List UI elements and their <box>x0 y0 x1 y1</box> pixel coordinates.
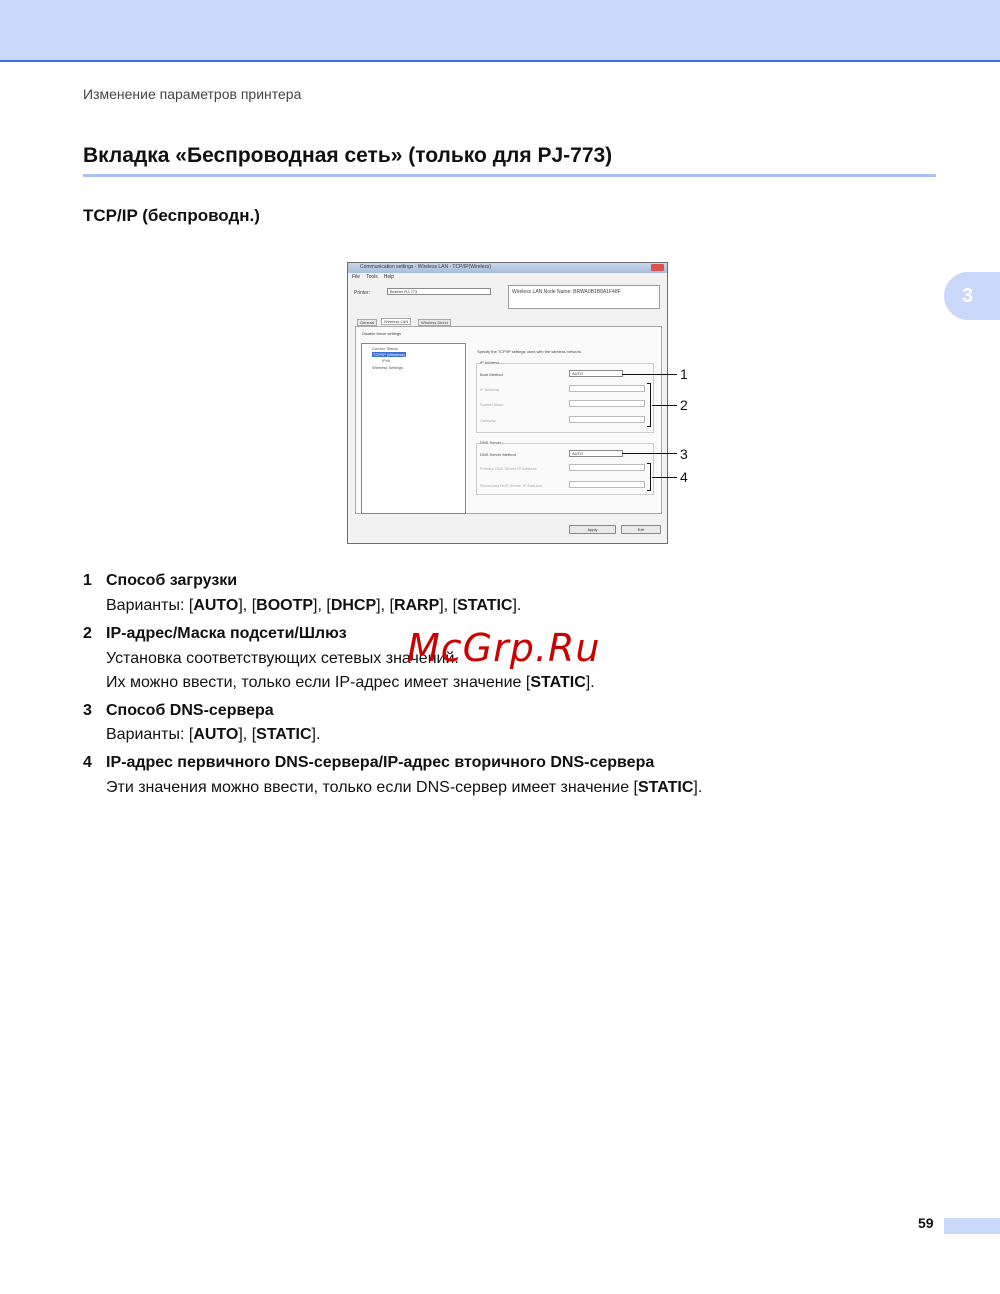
printer-select: Brother RJ-773 <box>387 288 491 295</box>
menu-help: Help <box>383 274 395 280</box>
subnet-field <box>569 400 645 407</box>
dialog-title: Communication settings - Wireless LAN - TCP/IP(Wireless) <box>360 264 492 270</box>
disable-settings-checkbox: Disable these settings <box>362 331 402 336</box>
boot-method-select: AUTO <box>569 370 623 377</box>
item-number: 4 <box>83 754 92 771</box>
item-heading: Способ DNS-сервера <box>106 702 274 719</box>
gateway-label: Gateway <box>480 418 496 423</box>
tree-item: IPv6 <box>382 358 391 363</box>
page-number-bar <box>944 1218 1000 1234</box>
chapter-tab: 3 <box>944 272 1000 320</box>
watermark: McGrp.Ru <box>407 626 601 670</box>
callout-line-4 <box>652 477 677 478</box>
ip-address-field <box>569 385 645 392</box>
tab-general: General <box>357 319 377 326</box>
ip-address-label: IP Address <box>480 387 500 392</box>
callout-2: 2 <box>680 397 688 413</box>
primary-dns-field <box>569 464 645 471</box>
secondary-dns-label: Secondary DNS Server IP Address <box>480 483 542 488</box>
node-name-box <box>508 285 660 309</box>
ip-group-label: IP Address <box>480 360 500 365</box>
tab-wireless-direct: Wireless Direct <box>418 319 451 326</box>
subsection-title: TCP/IP (беспроводн.) <box>83 206 260 225</box>
item-text: Варианты: [AUTO], [BOOTP], [DHCP], [RARP], [STATIC]. <box>106 597 522 614</box>
callout-line-1 <box>622 374 677 375</box>
item-heading: IP-адрес/Маска подсети/Шлюз <box>106 625 347 642</box>
tree-item: Wireless Settings <box>372 365 403 370</box>
dns-method-select: AUTO <box>569 450 623 457</box>
tab-wireless-lan: Wireless LAN <box>381 318 411 325</box>
primary-dns-label: Primary DNS Server IP Address <box>480 466 537 471</box>
header-band <box>0 0 1000 60</box>
callout-bracket-4 <box>647 463 651 491</box>
menu-tools: Tools <box>366 274 378 280</box>
dns-method-label: DNS Server Method <box>480 452 516 457</box>
item-text: Установка соответствующих сетевых значений. <box>106 650 459 667</box>
boot-method-label: Boot Method <box>480 372 503 377</box>
callout-bracket-2 <box>647 383 651 427</box>
title-underline <box>83 174 936 177</box>
node-name-label: Wireless LAN Node Name: BRWA0B1B8A1F48F <box>512 289 621 295</box>
description-text: Specify the TCP/IP settings used with the wireless network. <box>477 349 583 354</box>
callout-line-2 <box>652 405 677 406</box>
exit-button: Exit <box>621 525 661 534</box>
item-text: Варианты: [AUTO], [STATIC]. <box>106 726 321 743</box>
callout-3: 3 <box>680 446 688 462</box>
callout-1: 1 <box>680 366 688 382</box>
header-rule <box>0 60 1000 62</box>
dns-group-label: DNS Server <box>480 440 502 445</box>
dialog-titlebar <box>348 263 667 273</box>
item-number: 2 <box>83 625 92 642</box>
item-heading: IP-адрес первичного DNS-сервера/IP-адрес вторичного DNS-сервера <box>106 754 655 771</box>
printer-label: Printer: <box>354 290 371 296</box>
item-heading: Способ загрузки <box>106 572 238 589</box>
settings-dialog-figure <box>347 262 668 544</box>
callout-line-3 <box>622 453 677 454</box>
tree-item: Current Status <box>372 346 398 351</box>
item-text: Их можно ввести, только если IP-адрес имеет значение [STATIC]. <box>106 674 595 691</box>
item-number: 3 <box>83 702 92 719</box>
menu-file: File <box>352 274 361 280</box>
close-icon <box>651 264 664 271</box>
subnet-label: Subnet Mask <box>480 402 504 407</box>
gateway-field <box>569 416 645 423</box>
callout-4: 4 <box>680 469 688 485</box>
page-number: 59 <box>918 1215 934 1231</box>
breadcrumb: Изменение параметров принтера <box>83 86 302 102</box>
item-number: 1 <box>83 572 92 589</box>
item-text: Эти значения можно ввести, только если DNS-сервер имеет значение [STATIC]. <box>106 779 703 796</box>
tree-item-selected: TCP/IP (Wireless) <box>373 352 405 357</box>
section-title: Вкладка «Беспроводная сеть» (только для PJ-773) <box>83 144 613 167</box>
apply-button: Apply <box>569 525 616 534</box>
settings-tree <box>361 343 466 514</box>
dialog-menu <box>348 273 667 281</box>
secondary-dns-field <box>569 481 645 488</box>
